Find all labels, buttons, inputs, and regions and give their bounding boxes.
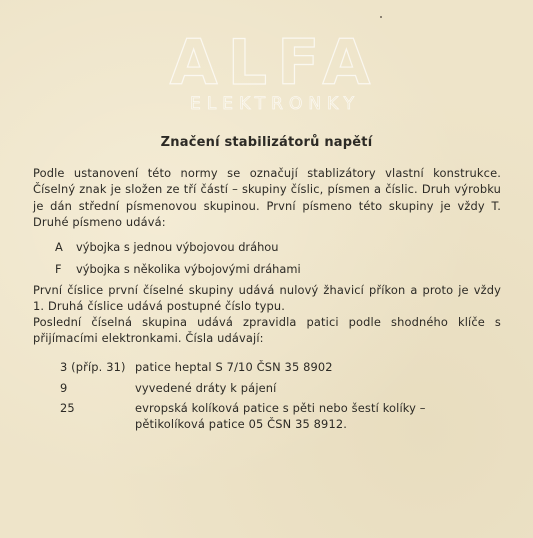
base-code-description: evropská kolíková patice s pěti nebo šestí kolíky – pětikolíková patice 05 ČSN 35 8912. — [135, 401, 426, 431]
watermark-sub-text: ELEKTRONKY — [189, 94, 360, 114]
base-code-number: 3 (příp. 31) — [60, 360, 126, 374]
base-code-description: patice heptal S 7/10 ČSN 35 8902 — [135, 360, 333, 374]
list-item-a — [55, 239, 455, 255]
paragraph-intro: Podle ustanovení této normy se označují stablizátory vlastní konstrukce. Číselný znak je složen ze tří částí – skupiny číslic, písmen a číslic. Druh výrobku je dán střední písmenovou skupinou. První písmeno této skupiny je vždy T. Druhé písmeno udává: — [33, 166, 501, 229]
list-text: výbojka s jednou výbojovou dráhou — [76, 240, 279, 254]
page-title: Značení stabilizátorů napětí — [160, 135, 373, 150]
paragraph-last-group: Poslední číselná skupina udává zpravidla patici podle shodného klíče s přijímacími elektronkami. Čísla udávají: — [33, 315, 501, 346]
list-text: výbojka s několika výbojovými dráhami — [76, 262, 301, 276]
base-code-number: 9 — [60, 381, 68, 395]
base-code-description: vyvedené dráty k pájení — [135, 381, 277, 395]
watermark-main-text: ALFA — [169, 26, 381, 99]
speck — [380, 16, 382, 18]
list-letter: A — [55, 240, 63, 254]
base-code-number: 25 — [60, 401, 75, 415]
paragraph-first-digit: První číslice první číselné skupiny udává nulový žhavicí příkon a proto je vždy 1. Druhá číslice udává postupné číslo typu. — [33, 283, 501, 314]
list-letter: F — [55, 262, 62, 276]
list-item-f — [55, 261, 455, 277]
watermark-logo — [150, 28, 400, 138]
